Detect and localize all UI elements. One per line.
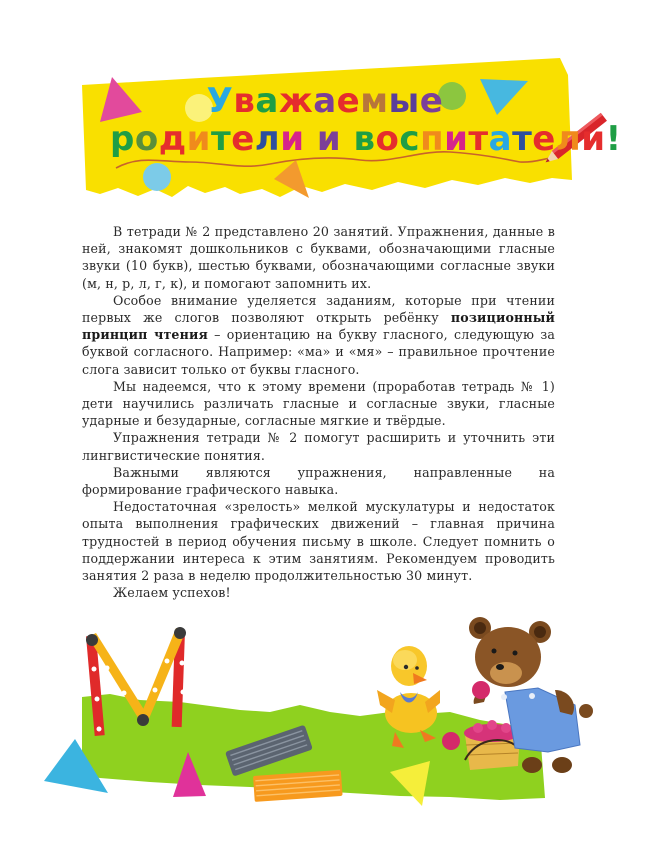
- title-letter: [305, 120, 317, 158]
- title-letter: т: [512, 119, 533, 159]
- title-letter: л: [555, 119, 582, 159]
- title-letter: о: [375, 119, 400, 159]
- light-blue-circle-icon: [143, 163, 171, 191]
- title-letter: !: [605, 119, 622, 159]
- emphasis-text: позиционный принцип чтения: [82, 310, 555, 343]
- title-letter: а: [488, 119, 513, 159]
- header-banner: [0, 0, 650, 215]
- paragraph: Недостаточная «зрелость» мелкой мускулатуры и недостаток опыта выполнения графических движений – главная причина трудностей в период обучения письму в школе. Следует помнить о поддержании интереса к этим занятиям. Рекомендуем проводить занятия 2 раза в неделю продолжительностью 30 минут.: [82, 499, 555, 584]
- title-letter: а: [255, 81, 279, 121]
- title-line-2: [110, 119, 622, 159]
- title-letter: е: [532, 119, 556, 159]
- title-letter: ж: [278, 81, 314, 121]
- title-letter: с: [399, 119, 421, 159]
- title-line-1: [110, 82, 540, 120]
- paragraph: Особое внимание уделяется заданиям, которые при чтении первых же слогов позволяют открыть ребёнку позиционный принцип чтения – ориентацию на букву гласного, следующую за буквой согласного. Например: «ма» и «мя» – правильное прочтение слога зависит только от буквы гласного.: [82, 292, 555, 377]
- bottom-illustration: [0, 600, 650, 857]
- title-letter: о: [134, 119, 159, 159]
- title-letter: р: [110, 119, 135, 159]
- closing-wish: Желаем успехов!: [113, 585, 231, 601]
- title-letter: д: [158, 119, 187, 159]
- title-letter: е: [419, 81, 444, 121]
- title-letter: У: [206, 81, 234, 121]
- title-letter: е: [231, 119, 255, 159]
- title-letter: т: [468, 119, 489, 159]
- title-letter: п: [420, 119, 445, 159]
- title-letter: в: [353, 119, 376, 159]
- title-letter: м: [360, 81, 389, 121]
- raspberry-in-paw-icon: [472, 681, 490, 699]
- paragraph: В тетради № 2 представлено 20 занятий. Упражнения, данные в ней, знакомят дошкольников с буквами, обозначающими гласные звуки (10 букв), шестью буквами, обозначающими согласные звуки (м, н, р, л, г, к), и помогают запомнить их.: [82, 224, 555, 291]
- title-letter: и: [444, 119, 469, 159]
- title-letter: т: [211, 119, 232, 159]
- title-letter: в: [233, 81, 256, 121]
- paragraph: Важными являются упражнения, направленные на формирование графического навыка.: [82, 464, 555, 498]
- title-letter: л: [254, 119, 281, 159]
- raspberry-icon: [442, 732, 460, 750]
- title-letter: и: [581, 119, 606, 159]
- title-letter: ы: [388, 81, 420, 121]
- title-letter: а: [313, 81, 337, 121]
- paragraph: Упражнения тетради № 2 помогут расширить и уточнить эти лингвистические понятия.: [82, 430, 555, 463]
- page-title: [110, 81, 622, 159]
- title-letter: е: [336, 81, 361, 121]
- title-letter: и: [280, 119, 305, 159]
- paragraph: Мы надеемся, что к этому времени (проработав тетрадь № 1) дети научились различать гласные и согласные звуки, гласные ударные и безударные, согласные мягкие и твёрдые.: [82, 378, 555, 429]
- title-letter: и: [316, 119, 342, 159]
- title-letter: и: [186, 119, 211, 159]
- illustration-canvas: [0, 600, 650, 857]
- intro-text: [82, 223, 555, 601]
- title-letter: [341, 120, 353, 158]
